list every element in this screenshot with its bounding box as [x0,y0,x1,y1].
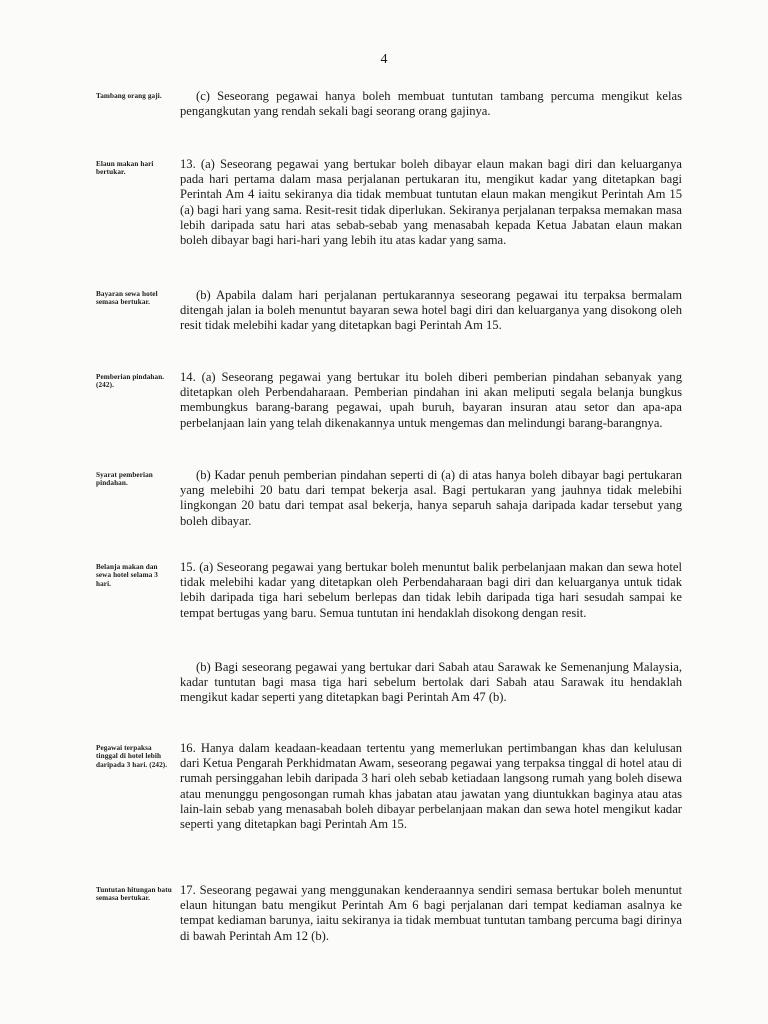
paragraph-13b: (b) Apabila dalam hari perjalanan pertukarannya seseorang pegawai itu terpaksa bermalam ditengah jalan ia boleh menuntut bayaran sewa hotel bagi diri dan keluarganya yang disokong oleh resit tidak melebihi kadar yang ditetapkan bagi Perintah Am 15. [180,288,682,333]
margin-note-hitungan-batu: Tuntutan hitungan batu semasa bertukar. [96,886,172,903]
paragraph-16: 16. Hanya dalam keadaan-keadaan tertentu yang memerlukan pertimbangan khas dan kelulusan dari Ketua Pengarah Perkhidmatan Awam, seseorang pegawai yang terpaksa tinggal di hotel atau di rumah persinggahan lebih daripada 3 hari oleh sebab ketiadaan langsong rumah yang boleh disewa atau menunggu pengosongan rumah khas jabatan atau jawatan yang diuntukkan baginya atau atas lain-lain sebab yang menasabah boleh dibayar perbelanjaan makan dan sewa hotel mengikut kadar seperti yang ditetapkan bagi Perintah Am 15. [180,741,682,832]
margin-note-elaun-makan: Elaun makan hari bertukar. [96,160,154,177]
paragraph-15b: (b) Bagi seseorang pegawai yang bertukar dari Sabah atau Sarawak ke Semenanjung Malaysia, kadar tuntutan bagi masa tiga hari sebelum bertolak dari Sabah atau Sarawak itu hendaklah mengikut kadar seperti yang ditetapkan bagi Perintah Am 47 (b). [180,660,682,705]
margin-note-tambang: Tambang orang gaji. [96,92,162,100]
paragraph-14b: (b) Kadar penuh pemberian pindahan seperti di (a) di atas hanya boleh dibayar bagi pertukaran yang melebihi 20 batu dari tempat bekerja asal. Bagi pertukaran yang jauhnya tidak melebihi lingkongan 20 batu dari tempat asal bekerja, hanya separuh sahaja daripada kadar tersebut yang boleh dibayar. [180,468,682,528]
paragraph-14a: 14. (a) Seseorang pegawai yang bertukar itu boleh diberi pemberian pindahan sebanyak yang ditetapkan oleh Perbendaharaan. Pemberian pindahan ini akan meliputi segala belanja bungkus membungkus barang-barang pegawai, upah buruh, bayaran insuran atau setor dan apa-apa perbelanjaan lain yang telah dikenakannya untuk mengemas dan melindungi barang-barangnya. [180,370,682,430]
margin-note-tinggal-hotel: Pegawai terpaksa tinggal di hotel lebih daripada 3 hari. (242). [96,744,168,769]
margin-note-pemberian-pindahan: Pemberian pindahan. (242). [96,373,165,390]
margin-note-syarat-pindahan: Syarat pemberian pindahan. [96,471,153,488]
margin-note-belanja-makan: Belanja makan dan sewa hotel selama 3 hari. [96,563,158,588]
paragraph-12c: (c) Seseorang pegawai hanya boleh membuat tuntutan tambang percuma mengikut kelas pengangkutan yang rendah sekali bagi seorang orang gajinya. [180,89,682,119]
margin-note-sewa-hotel: Bayaran sewa hotel semasa bertukar. [96,290,158,307]
page-number: 4 [380,52,388,67]
paragraph-13a: 13. (a) Seseorang pegawai yang bertukar boleh dibayar elaun makan bagi diri dan keluarganya pada hari pertama dalam masa perjalanan pertukaran itu, mengikut kadar yang ditetapkan bagi Perintah Am 4 iaitu sekiranya dia tidak membuat tuntutan elaun makan mengikut Perintah Am 15 (a) bagi hari yang sama. Resit-resit tidak diperlukan. Sekiranya perjalanan terpaksa memakan masa lebih daripada satu hari atas sebab-sebab yang menasabah kepada Ketua Jabatan elaun makan boleh dibayar bagi hari-hari yang lebih itu atas kadar yang sama. [180,157,682,248]
paragraph-15a: 15. (a) Seseorang pegawai yang bertukar boleh menuntut balik perbelanjaan makan dan sewa hotel tidak melebihi kadar yang ditetapkan oleh Perbendaharaan bagi diri dan keluarganya untuk tidak lebih daripada tiga hari sebelum berlepas dan tidak lebih daripada tiga hari sesudah sampai ke tempat bertugas yang baru. Semua tuntutan ini hendaklah disokong dengan resit. [180,560,682,620]
paragraph-17: 17. Seseorang pegawai yang menggunakan kenderaannya sendiri semasa bertukar boleh menuntut elaun hitungan batu mengikut Perintah Am 6 bagi perjalanan dari tempat kediaman asalnya ke tempat kediaman barunya, iaitu sekiranya ia tidak membuat tuntutan tambang percuma bagi dirinya di bawah Perintah Am 12 (b). [180,883,682,943]
